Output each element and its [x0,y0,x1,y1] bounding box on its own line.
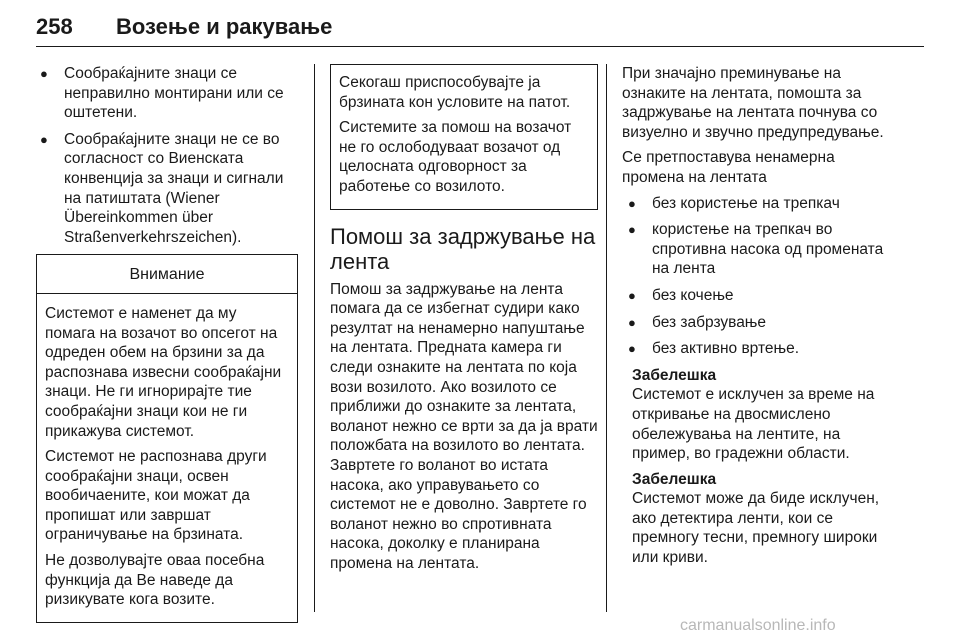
warning-paragraph: Системот е наменет да му помага на возачот во опсегот на одреден обем на брзини за да распознава извесни сообраќајни знаци. Не ги игнорирајте тие сообраќајни знаци кои не ги прикажува системот. [45,304,282,440]
note-block [622,366,892,464]
warning-paragraph: Не дозволувајте оваа посебна функција да Ве наведе да ризикувате кога возите. [45,552,265,609]
page-number: 258 [36,14,73,39]
subheading: Се претпоставува ненамерна промена на лентата [622,149,835,186]
section-body: Помош за задржување на лента помага да се избегнат судири како резултат на ненамерно напуштање на лентата. Предната камера ги следи ознаките на лентата по која вози возилото. Ако возилото се приближи до ознаките за лентата, воланот нежно се врти за да ја врати положбата на возилото во лентата. Завртете го воланот во истата насока, ако управувањето со системот не е доволно. Завртете го воланот нежно во спротивната насока, доколку е планирана промена на лентата. [330,280,598,572]
column-1 [36,64,298,623]
header-rule [36,46,924,47]
list-item: ● без кочење [624,286,892,306]
watermark: carmanualsonline.info [680,617,836,634]
warning-title: Внимание [37,255,297,294]
condition-bullet-list [36,64,298,247]
warning-box [36,254,298,623]
warning-body [37,294,297,622]
page-header [36,12,924,52]
list-item: ● Сообраќајните знаци не се во согласност со Виенската конвенција за знаци и сигнали на патиштата (Wiener Übereinkommen über Straßenverkehrszeichen). [36,130,298,248]
section-heading: Помош за задржување на лента [330,223,596,274]
note-title: Забелешка [632,470,717,488]
column-2 [330,64,598,579]
note-text: Системот е исклучен за време на откривање на двосмислено обележувања на лентите, на пример, во градежни области. [632,386,875,463]
warning-paragraph: Системите за помош на возачот не го ослободуваат возачот од целосната одговорност за работење со возилото. [339,119,572,195]
list-item: ● користење на трепкач во спротивна насока од промената на лента [624,220,892,279]
column-divider-2 [606,64,607,612]
warning-paragraph: Секогаш приспособувајте ја брзината кон условите на патот. [339,74,571,111]
list-item: ● без користење на трепкач [624,194,892,214]
chapter-title: Возење и ракување [116,14,333,39]
intro-paragraph: При значајно преминување на ознаките на лентата, помошта за задржување на лентата почнува со визуелно и звучно предупредување. [622,65,884,141]
list-item: ● без активно вртење. [624,339,892,359]
list-item: ● Сообраќајните знаци се неправилно монтирани или се оштетени. [36,64,298,123]
column-divider-1 [314,64,315,612]
list-item: ● без забрзување [624,313,892,333]
warning-paragraph: Системот не распознава други сообраќајни знаци, освен воoбичаените, кои можат да пропишат или завршат ограничување на брзината. [45,448,267,544]
column-3 [622,64,892,568]
note-title: Забелешка [632,366,717,384]
note-block [622,470,892,568]
warning-body [331,65,597,209]
condition-bullet-list [624,194,892,359]
note-text: Системот може да биде исклучен, ако детектира ленти, кои се премногу тесни, премногу широки или криви. [632,490,880,567]
warning-box-continued [330,64,598,210]
